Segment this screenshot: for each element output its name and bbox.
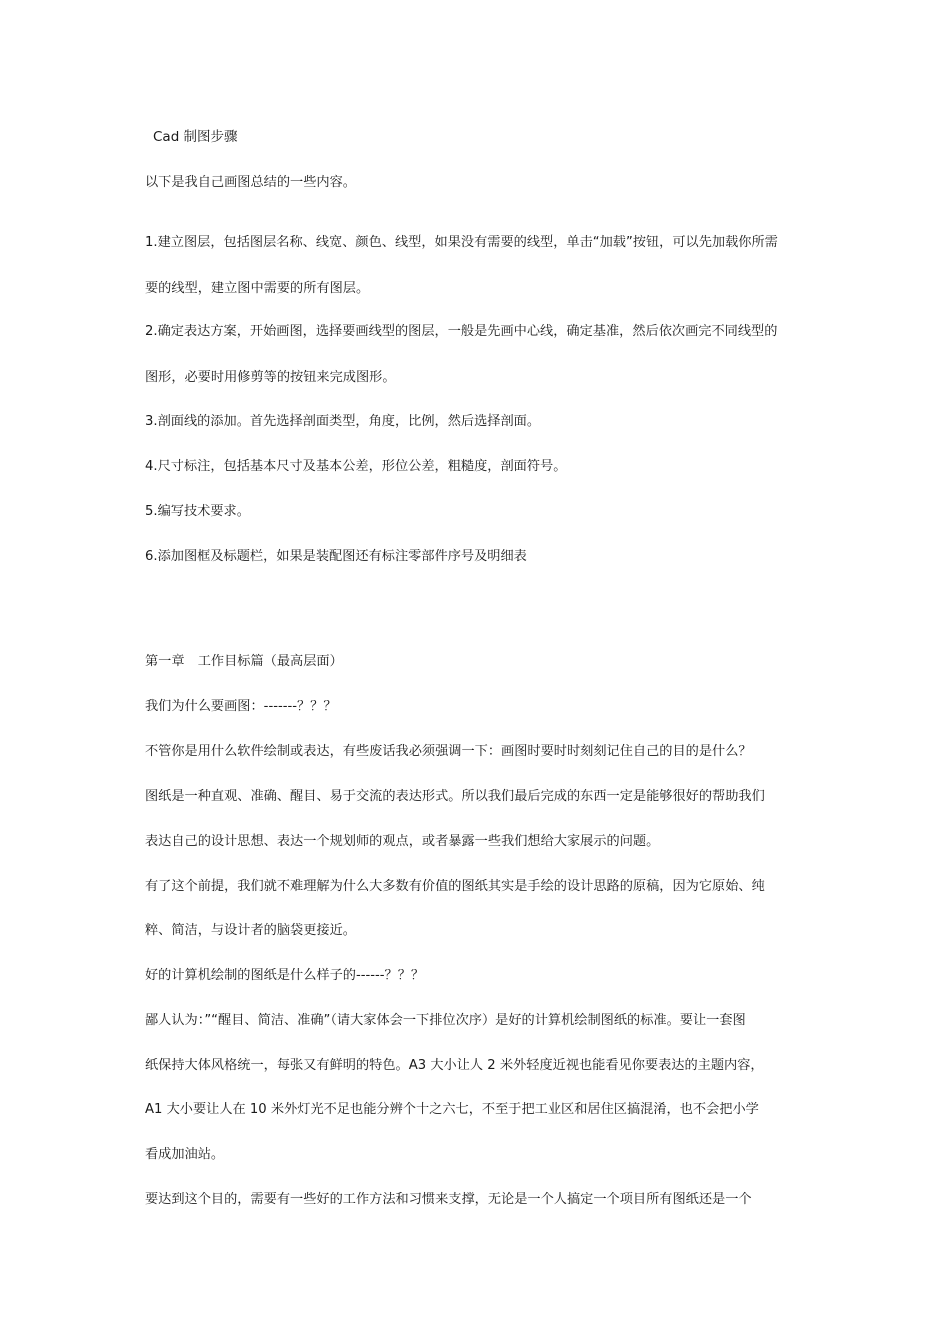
paragraph-line: 要的线型，建立图中需要的所有图层。 — [145, 281, 370, 296]
document-title: Cad 制图步骤 — [153, 129, 238, 145]
paragraph-line: 不管你是用什么软件绘制或表达，有些废话我必须强调一下：画图时要时时刻刻记住自己的目的是什么？ — [145, 744, 752, 759]
paragraph-line: 有了这个前提，我们就不难理解为什么大多数有价值的图纸其实是手绘的设计思路的原稿，因为它原始、纯 — [145, 879, 765, 894]
paragraph-line: 1.建立图层，包括图层名称、线宽、颜色、线型，如果没有需要的线型，单击“加载”按钮，可以先加载你所需 — [145, 235, 778, 250]
paragraph-line: 要达到这个目的，需要有一些好的工作方法和习惯来支撑，无论是一个人搞定一个项目所有图纸还是一个 — [145, 1192, 752, 1207]
paragraph-line: 看成加油站。 — [145, 1147, 225, 1162]
paragraph-line: 6.添加图框及标题栏，如果是装配图还有标注零部件序号及明细表 — [145, 549, 527, 564]
paragraph-line: 纸保持大体风格统一，每张又有鲜明的特色。A3 大小让人 2 米外轻度近视也能看见你要表达的主题内容， — [145, 1058, 764, 1073]
paragraph-line: A1 大小要让人在 10 米外灯光不足也能分辨个十之六七，不至于把工业区和居住区搞混淆，也不会把小学 — [145, 1102, 759, 1117]
paragraph-line: 表达自己的设计思想、表达一个规划师的观点，或者暴露一些我们想给大家展示的问题。 — [145, 834, 660, 849]
paragraph-line: 好的计算机绘制的图纸是什么样子的------？？？ — [145, 968, 425, 983]
paragraph-line: 粹、简洁，与设计者的脑袋更接近。 — [145, 923, 356, 938]
paragraph-line: 图纸是一种直观、准确、醒目、易于交流的表达形式。所以我们最后完成的东西一定是能够很好的帮助我们 — [145, 789, 765, 804]
paragraph-line: 以下是我自己画图总结的一些内容。 — [145, 175, 356, 190]
paragraph-line: 3.剖面线的添加。首先选择剖面类型，角度，比例，然后选择剖面。 — [145, 414, 541, 429]
paragraph-line: 鄙人认为：”“醒目、简洁、准确”（请大家体会一下排位次序）是好的计算机绘制图纸的标准。要让一套图 — [145, 1013, 746, 1028]
paragraph-line: 5.编写技术要求。 — [145, 504, 250, 519]
paragraph-line: 我们为什么要画图：-------？？？ — [145, 699, 337, 714]
paragraph-line: 2.确定表达方案，开始画图，选择要画线型的图层，一般是先画中心线，确定基准，然后依次画完不同线型的 — [145, 324, 778, 339]
paragraph-line: 4.尺寸标注，包括基本尺寸及基本公差，形位公差，粗糙度，剖面符号。 — [145, 459, 567, 474]
chapter-heading: 第一章 工作目标篇（最高层面） — [145, 654, 343, 669]
paragraph-line: 图形，必要时用修剪等的按钮来完成图形。 — [145, 370, 396, 385]
